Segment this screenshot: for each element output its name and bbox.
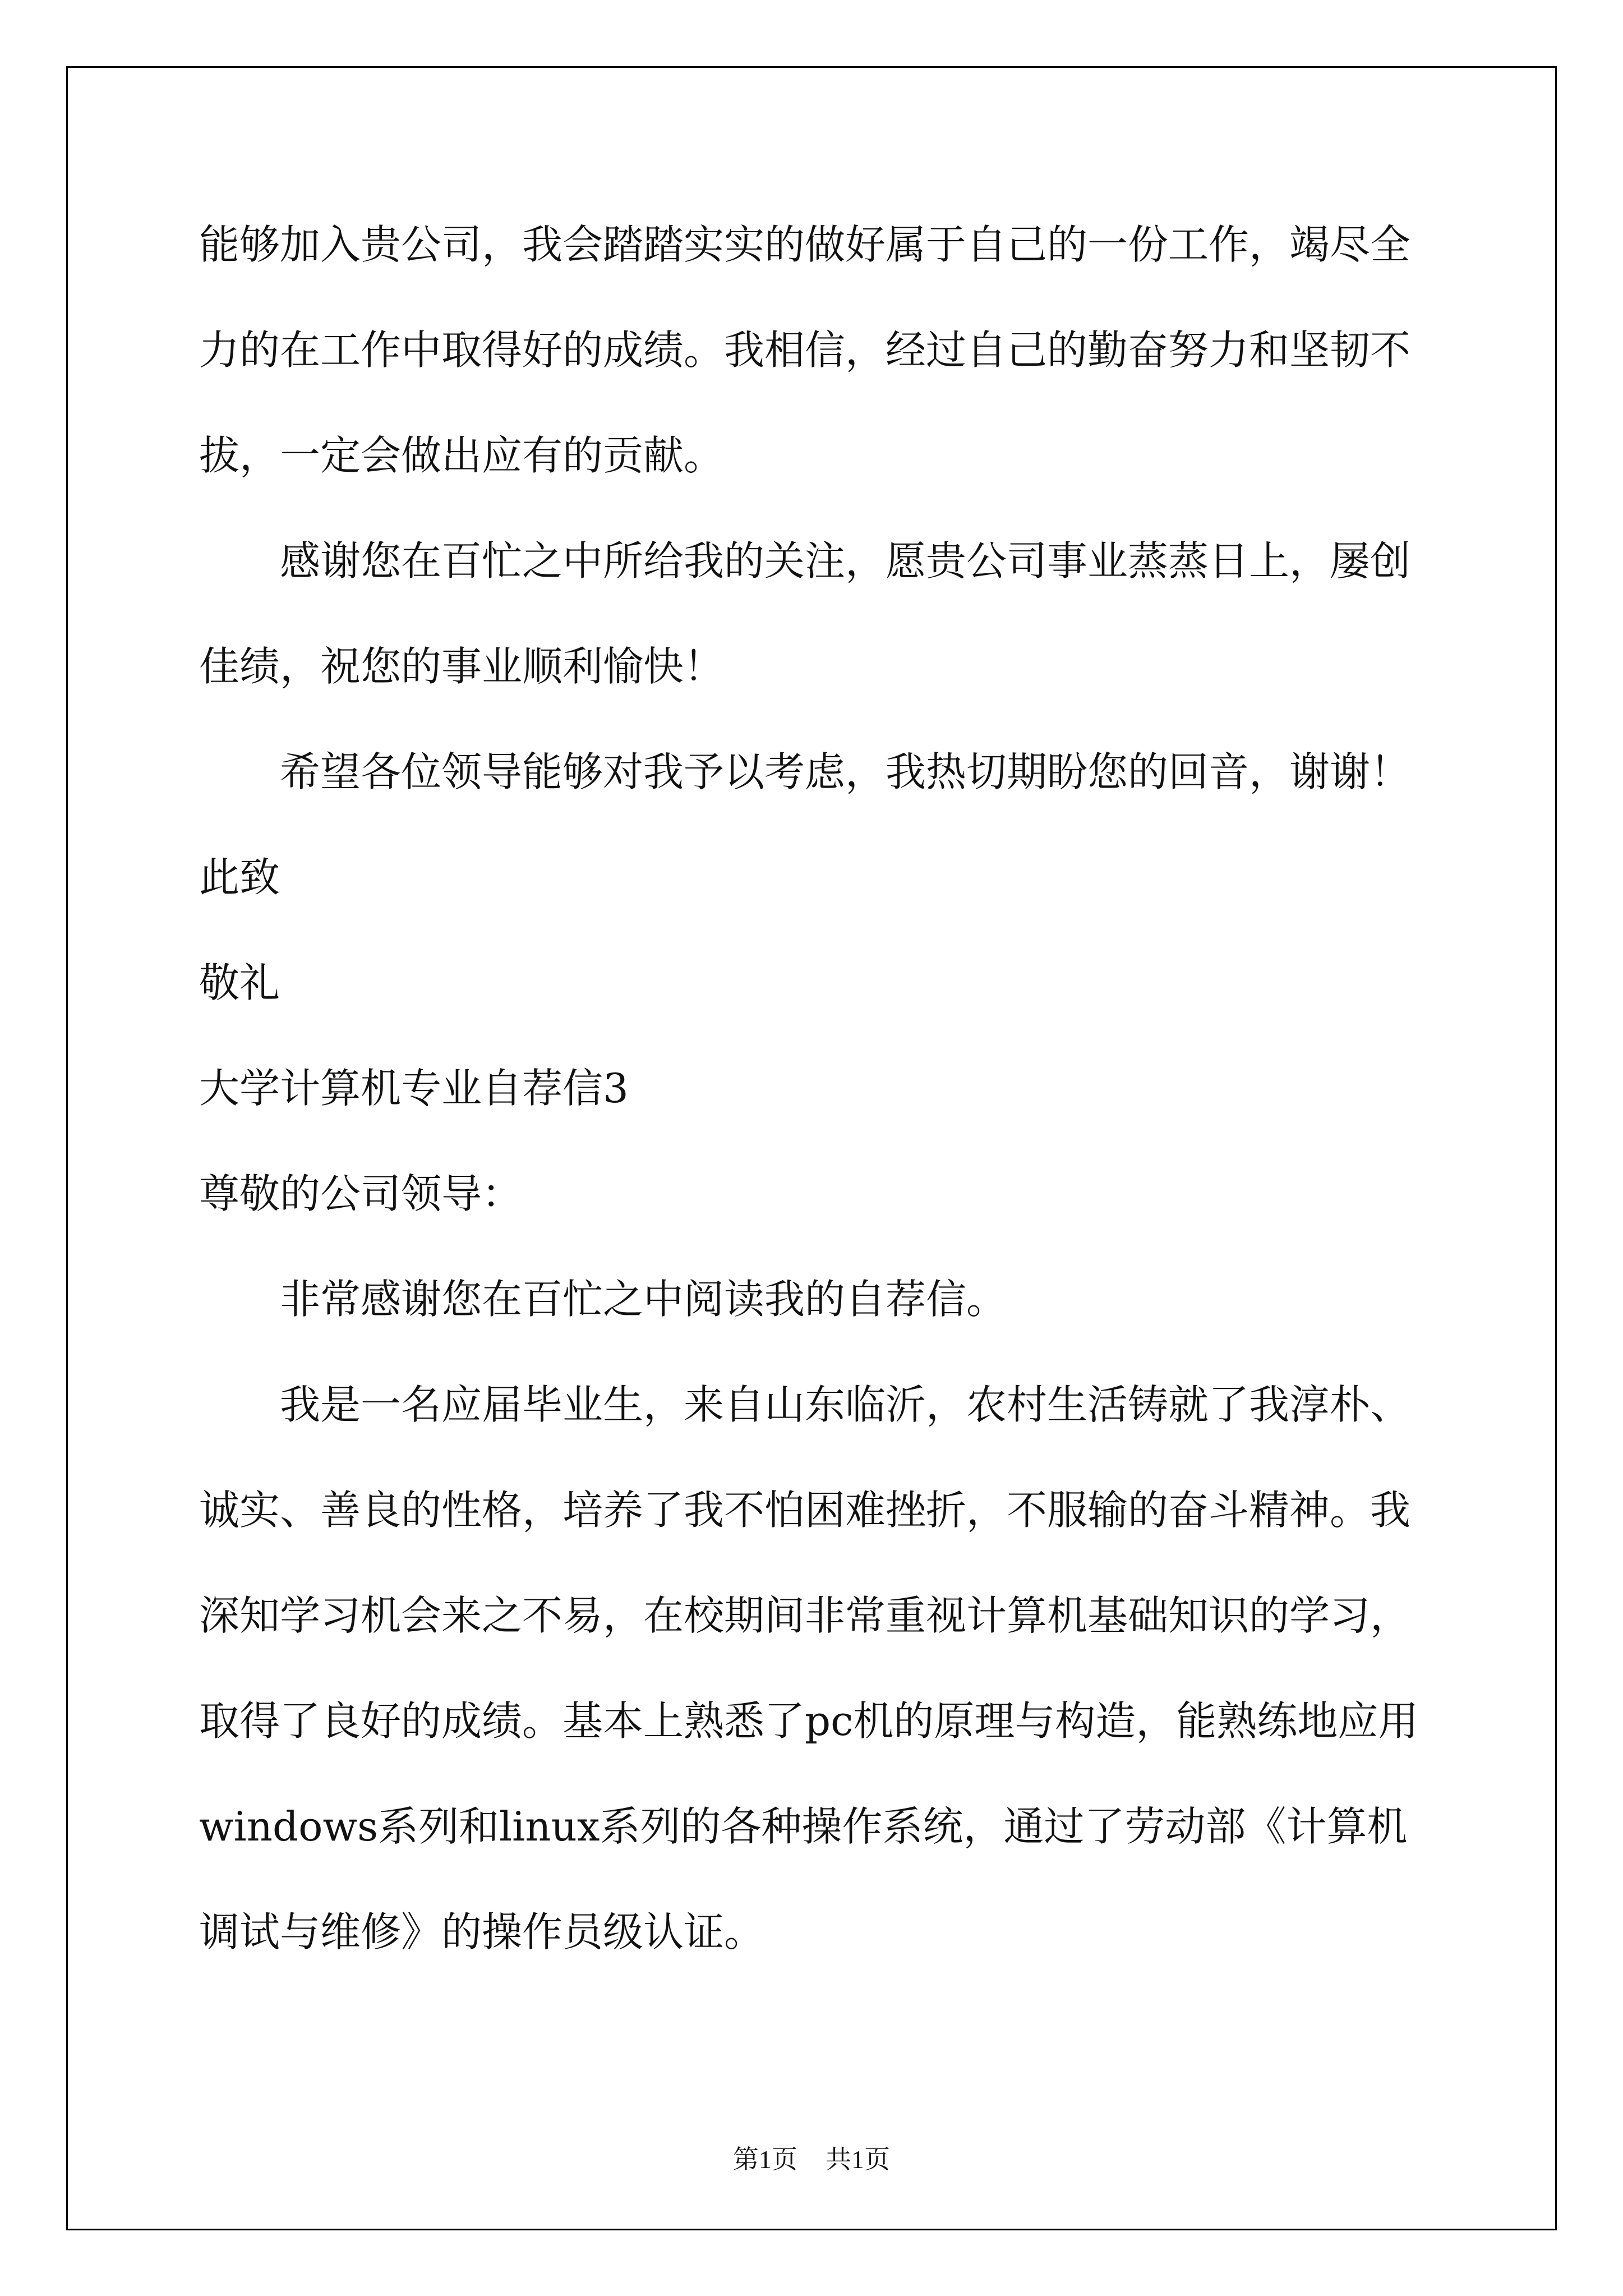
- section-title: 大学计算机专业自荐信3: [199, 1065, 629, 1112]
- text-line: 调试与维修》的操作员级认证。: [199, 1908, 765, 1955]
- paragraph-first-line: 非常感谢您在百忙之中阅读我的自荐信。: [280, 1276, 1007, 1323]
- page-number: 第1页: [733, 2145, 797, 2174]
- text-line: 力的在工作中取得好的成绩。我相信，经过自己的勤奋努力和坚韧不: [199, 326, 1411, 374]
- text-line: 能够加入贵公司，我会踏踏实实的做好属于自己的一份工作，竭尽全: [199, 221, 1411, 268]
- closing-regards: 敬礼: [199, 959, 280, 1006]
- paragraph-first-line: 感谢您在百忙之中所给我的关注，愿贵公司事业蒸蒸日上，屡创: [280, 537, 1411, 585]
- paragraph-first-line: 希望各位领导能够对我予以考虑，我热切期盼您的回音，谢谢！: [280, 748, 1411, 795]
- text-line: windows系列和linux系列的各种操作系统，通过了劳动部《计算机: [199, 1803, 1408, 1850]
- page-total: 共1页: [826, 2145, 890, 2174]
- greeting: 尊敬的公司领导：: [199, 1170, 523, 1217]
- text-line: 佳绩，祝您的事业顺利愉快！: [199, 643, 725, 690]
- text-line: 诚实、善良的性格，培养了我不怕困难挫折，不服输的奋斗精神。我: [199, 1487, 1411, 1534]
- paragraph-first-line: 我是一名应届毕业生，来自山东临沂，农村生活铸就了我淳朴、: [280, 1381, 1411, 1428]
- closing-salutation: 此致: [199, 854, 280, 901]
- text-line: 深知学习机会来之不易，在校期间非常重视计算机基础知识的学习，: [199, 1592, 1411, 1639]
- text-line: 拔，一定会做出应有的贡献。: [199, 432, 725, 479]
- page-footer: [0, 2143, 1623, 2177]
- text-line: 取得了良好的成绩。基本上熟悉了pc机的原理与构造，能熟练地应用: [199, 1697, 1419, 1745]
